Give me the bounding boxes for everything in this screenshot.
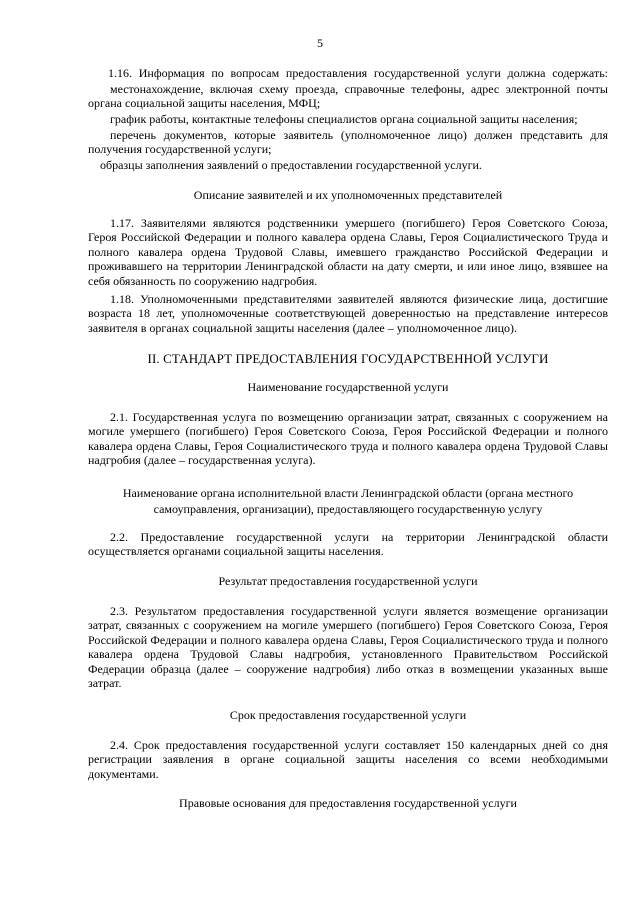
- heading-organ-line-1: Наименование органа исполнительной власти Ленинградской области (органа местного: [122, 486, 574, 500]
- paragraph-1-16-item-documents: перечень документов, которые заявитель (уполномоченное лицо) должен представить для получения государственной услуги;: [88, 128, 608, 157]
- paragraph-1-16-item-location: местонахождение, включая схему проезда, справочные телефоны, адрес электронной почты органа социальной защиты населения, МФЦ;: [88, 82, 608, 111]
- paragraph-2-4: 2.4. Срок предоставления государственной услуги составляет 150 календарных дней со дня регистрации заявления в органе социальной защиты населения со всеми необходимыми документами.: [88, 738, 608, 781]
- section-2-heading: II. СТАНДАРТ ПРЕДОСТАВЛЕНИЯ ГОСУДАРСТВЕННОЙ УСЛУГИ: [147, 351, 549, 366]
- paragraph-1-16-intro: 1.16. Информация по вопросам предоставления государственной услуги должна содержать:: [108, 66, 608, 80]
- heading-result: Результат предоставления государственной услуги: [218, 574, 478, 588]
- heading-term: Срок предоставления государственной услуги: [229, 708, 467, 722]
- paragraph-1-16-item-schedule: график работы, контактные телефоны специалистов органа социальной защиты населения;: [110, 112, 578, 126]
- heading-service-name: Наименование государственной услуги: [247, 380, 449, 394]
- heading-organ-line-2: самоуправления, организации), предоставляющего государственную услугу: [153, 502, 543, 516]
- page-number: 5: [317, 36, 323, 50]
- paragraph-1-18: 1.18. Уполномоченными представителями заявителей являются физические лица, достигшие возраста 18 лет, уполномоченные соответствующей доверенностью на представление интересов заявителя в органах социальной защиты населения (далее – уполномоченное лицо).: [88, 292, 608, 335]
- paragraph-1-17: 1.17. Заявителями являются родственники умершего (погибшего) Героя Советского Союза, Героя Российской Федерации и полного кавалера ордена Славы, Героя Социалистического Труда и полного кавалера ордена Трудовой Славы, имевшего гражданство Российской Федерации и проживавшего на территории Ленинградской области на дату смерти, и или иное лицо, взявшее на себя обязанность по сооружению надгробия.: [88, 216, 608, 288]
- paragraph-2-1: 2.1. Государственная услуга по возмещению организации затрат, связанных с сооружением на могиле умершего (погибшего) Героя Советского Союза, Героя Российской Федерации и полного кавалера ордена Славы, Героя Социалистического труда и полного кавалера ордена Трудовой Славы надгробия (далее – государственная услуга).: [88, 410, 608, 468]
- paragraph-2-2: 2.2. Предоставление государственной услуги на территории Ленинградской области осуществляется органами социальной защиты населения.: [88, 530, 608, 559]
- heading-applicants: Описание заявителей и их уполномоченных представителей: [193, 188, 503, 202]
- paragraph-2-3: 2.3. Результатом предоставления государственной услуги является возмещение организации затрат, связанных с сооружением на могиле умершего (погибшего) Героя Советского Союза, Героя Российской Федерации и полного кавалера ордена Славы, Героя Социалистического труда и полного кавалера ордена Трудовой Славы надгробия, установленного Правительством Российской Федерации образца (далее – сооружение надгробия) либо отказ в возмещении указанных выше затрат.: [88, 604, 608, 691]
- heading-legal-basis: Правовые основания для предоставления государственной услуги: [179, 796, 517, 810]
- paragraph-1-16-item-samples: образцы заполнения заявлений о предоставлении государственной услуги.: [100, 158, 482, 172]
